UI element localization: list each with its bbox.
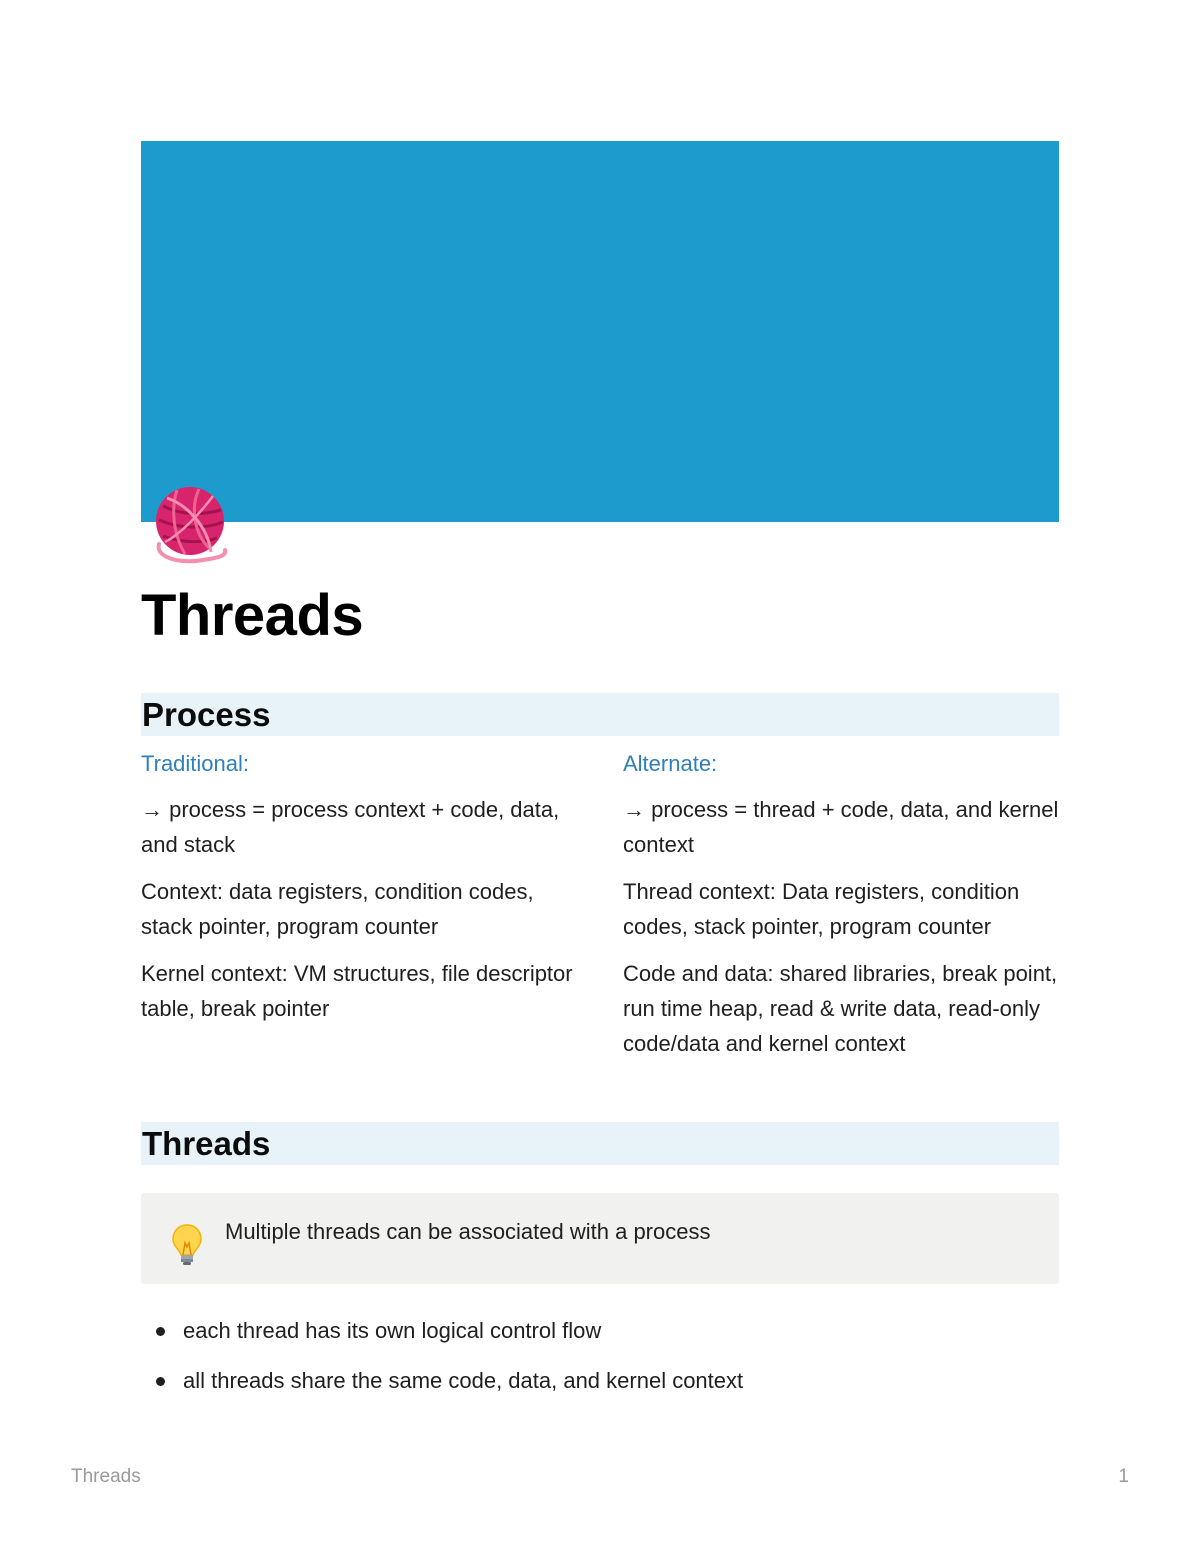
column-traditional	[141, 746, 581, 1038]
list-item	[141, 1363, 743, 1399]
yarn-ball-icon	[151, 484, 231, 566]
paragraph: Kernel context: VM structures, file descriptor table, break pointer	[141, 961, 573, 1021]
page-title: Threads	[141, 583, 364, 648]
list-item-text: each thread has its own logical control flow	[183, 1318, 602, 1343]
light-bulb-icon	[171, 1223, 203, 1267]
column-label: Alternate:	[623, 751, 718, 776]
column-alternate	[623, 746, 1059, 1073]
paragraph: → process = thread + code, data, and kernel context	[623, 797, 1059, 857]
footer-title: Threads	[71, 1466, 141, 1487]
page-number: 1	[1118, 1466, 1129, 1487]
list-item	[141, 1313, 743, 1349]
bullet-icon	[156, 1327, 165, 1336]
column-label: Traditional:	[141, 751, 250, 776]
paragraph: Code and data: shared libraries, break point, run time heap, read & write data, read-only code/data and kernel context	[623, 961, 1058, 1056]
paragraph: Thread context: Data registers, condition codes, stack pointer, program counter	[623, 879, 1020, 939]
bullet-icon	[156, 1377, 165, 1386]
bullet-list	[141, 1313, 743, 1413]
section-heading-process: Process	[141, 693, 1059, 736]
cover-image	[141, 141, 1059, 522]
callout-text: Multiple threads can be associated with a process	[225, 1219, 711, 1244]
callout	[141, 1193, 1059, 1284]
section-heading-threads: Threads	[141, 1122, 1059, 1165]
paragraph: Context: data registers, condition codes, stack pointer, program counter	[141, 879, 534, 939]
paragraph: → process = process context + code, data, and stack	[141, 797, 560, 857]
list-item-text: all threads share the same code, data, and kernel context	[183, 1368, 744, 1393]
